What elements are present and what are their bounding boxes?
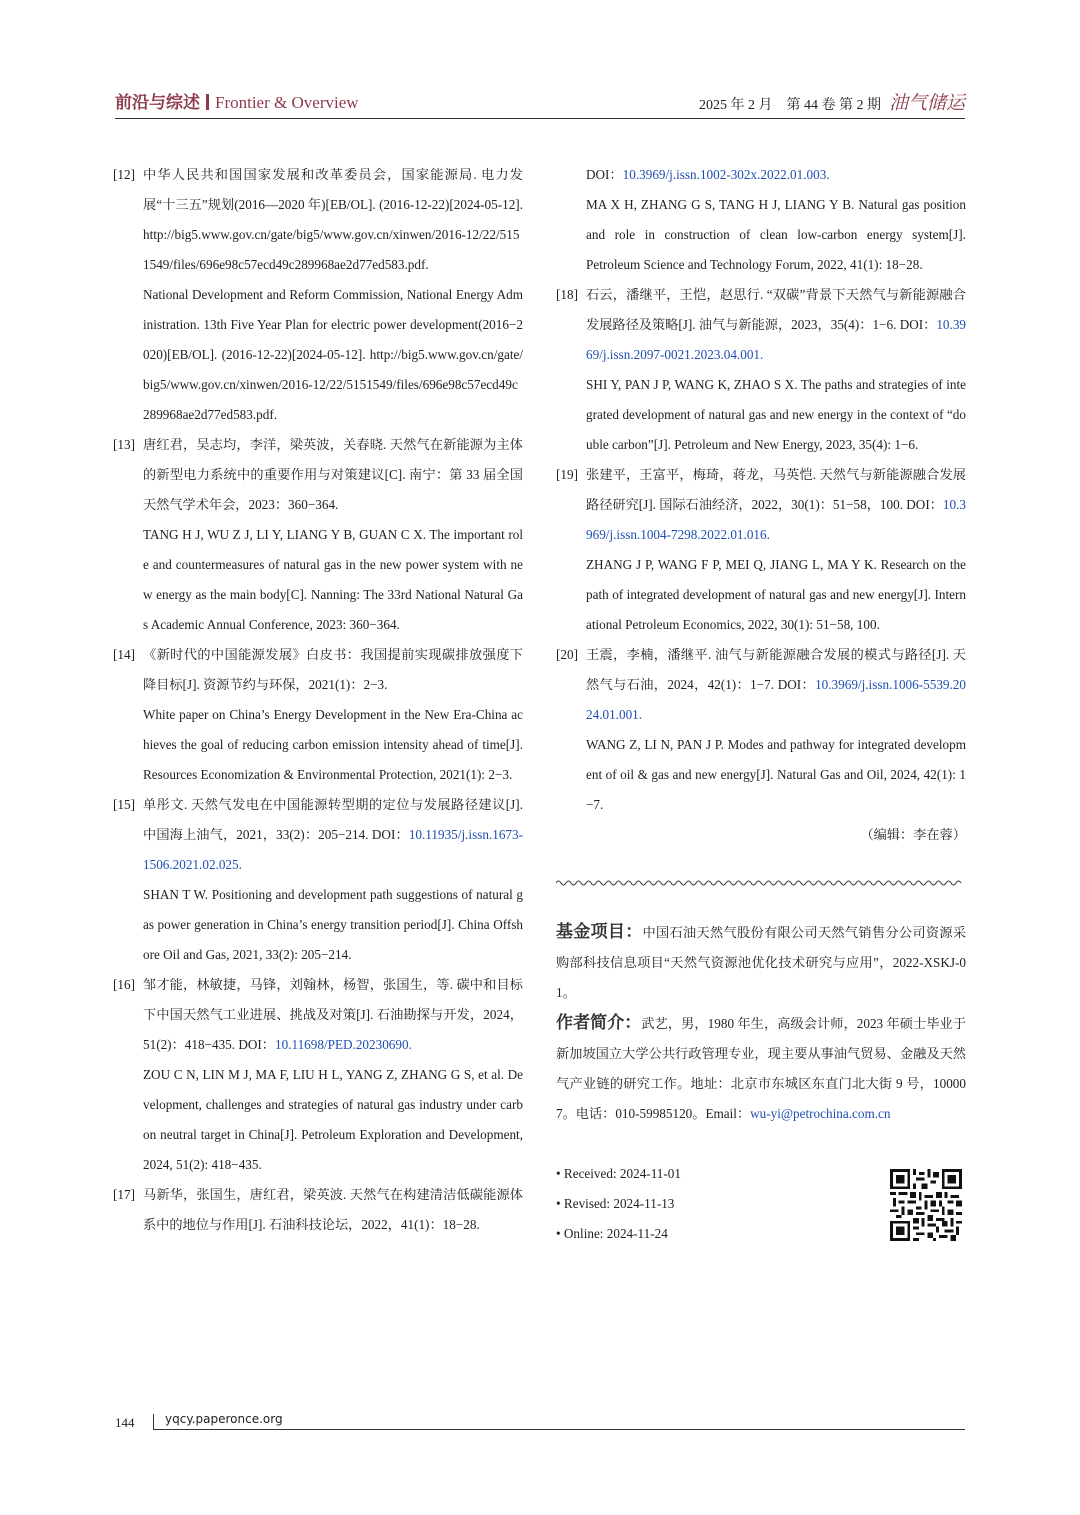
issue-info [699,88,965,115]
reference-18 [556,280,966,460]
reference-20 [556,640,966,820]
ref-cn: 唐红君，吴志均，李洋，梁英波，关春晓. 天然气在新能源为主体的新型电力系统中的重要作用与对策建议[C]. 南宁：第 33 届全国天然气学术年会，2023：360−364. [143,437,523,512]
footer-rule [153,1429,965,1430]
section-title-cn: 前沿与综述 [115,93,200,113]
ref-en: MA X H, ZHANG G S, TANG H J, LIANG Y B. Natural gas position and role in construction of clean low-carbon energy system[J]. Petroleum Science and Technology Forum, 2022, 41(1): 18−28. [586,197,966,272]
doi-link[interactable]: 10.11935/j.issn.1673-1506.2021.02.025. [143,827,523,872]
author-email-link[interactable]: wu-yi@petrochina.com.cn [750,1106,891,1121]
ref-en: WANG Z, LI N, PAN J P. Modes and pathway for integrated development of oil & gas and new energy[J]. Natural Gas and Oil, 2024, 42(1): 1−7. [586,737,966,812]
author-label: 作者简介： [556,1013,642,1033]
ref-number: [19] [556,467,578,482]
issue-text: 2025 年 2 月 第 44 卷 第 2 期 [698,98,881,113]
doi-link[interactable]: 10.3969/j.issn.2097-0021.2023.04.001. [586,317,966,362]
ref-en: ZOU C N, LIN M J, MA F, LIU H L, YANG Z, ZHANG G S, et al. Development, challenges and strategies of natural gas industry under carbon neutral target in China[J]. Petroleum Exploration and Development, 2024, 51(2): 418−435. [143,1067,523,1172]
doi-link[interactable]: 10.3969/j.issn.1006-5539.2024.01.001. [586,677,966,722]
reference-17-continued [556,160,966,280]
left-column [113,160,523,1240]
section-title-en: Frontier & Overview [215,93,359,112]
received-date: • Received: 2024-11-01 [556,1166,681,1181]
footer-url[interactable]: yqcy.paperonce.org [165,1412,283,1426]
ref-number: [14] [113,647,135,662]
doi-link[interactable]: 10.3969/j.issn.1002-302x.2022.01.003. [622,167,830,182]
qr-code-icon[interactable] [890,1169,962,1241]
ref-cn-continued [586,160,966,190]
funding-text: 中国石油天然气股份有限公司天然气销售分公司资源采购部科技信息项目“天然气资源池优化技术研究与应用”，2022-XSKJ-01。 [556,925,967,1000]
editor-note: （编辑：李在蓉） [860,827,966,842]
article-dates [556,1159,966,1249]
ref-number: [17] [113,1187,135,1202]
reference-17 [113,1180,523,1240]
ref-cn: 马新华，张国生，唐红君，梁英波. 天然气在构建清洁低碳能源体系中的地位与作用[J]. 石油科技论坛，2022，41(1)：18−28. [143,1187,523,1232]
footer-divider [153,1414,154,1429]
divider [206,94,209,110]
funding-info [556,917,966,1008]
revised-date: • Revised: 2024-11-13 [556,1196,675,1211]
ref-cn [586,640,966,730]
ref-cn-text: 王震，李楠，潘继平. 油气与新能源融合发展的模式与路径[J]. 天然气与石油，2024，42(1)：1−7. DOI： [586,647,966,692]
page-footer [115,1412,965,1436]
reference-16 [113,970,523,1180]
reference-19 [556,460,966,640]
online-date: • Online: 2024-11-24 [556,1226,668,1241]
ref-cn [586,460,966,550]
ref-cn-text: 石云，潘继平，王恺，赵思行. “双碳”背景下天然气与新能源融合发展路径及策略[J]. 油气与新能源，2023，35(4)：1−6. DOI： [586,287,966,332]
author-text: 武艺，男，1980 年生，高级会计师，2023 年硕士毕业于新加坡国立大学公共行政管理专业，现主要从事油气贸易、金融及天然气产业链的研究工作。地址：北京市东城区东直门北大街 9 号，100007。电话：010-59985120。Email： [556,1016,967,1121]
doi-link[interactable]: 10.3969/j.issn.1004-7298.2022.01.016. [586,497,966,542]
ref-cn [143,790,523,880]
ref-cn-text: 单彤文. 天然气发电在中国能源转型期的定位与发展路径建议[J]. 中国海上油气，2021，33(2)：205−214. DOI： [143,797,523,842]
doi-link[interactable]: 10.11698/PED.20230690. [274,1037,412,1052]
ref-en: TANG H J, WU Z J, LI Y, LIANG Y B, GUAN C X. The important role and countermeasures of natural gas in the new power system with new energy as the main body[C]. Nanning: The 33rd National Natural Gas Academic Annual Conference, 2023: 360−364. [143,527,523,632]
page-number: 144 [115,1415,135,1430]
ref-number: [13] [113,437,135,452]
ref-cn-text: 张建平，王富平，梅琦，蒋龙，马英恺. 天然气与新能源融合发展路径研究[J]. 国际石油经济，2022，30(1)：51−58，100. DOI： [586,467,966,512]
author-info [556,1008,966,1129]
ref-cn: 《新时代的中国能源发展》白皮书：我国提前实现碳排放强度下降目标[J]. 资源节约与环保，2021(1)：2−3. [143,647,523,692]
ref-en: National Development and Reform Commission, National Energy Administration. 13th Five Year Plan for electric power development(2016−2020)[EB/OL]. (2016-12-22)[2024-05-12]. http://big5.www.gov.cn/gate/big5/www.gov.cn/xinwen/2016-12/22/5151549/files/696e98c57ecd49c289968ae2d77ed583.pdf. [143,287,523,422]
ref-cn [586,280,966,370]
ref-number: [15] [113,797,135,812]
ref-en: White paper on China’s Energy Development in the New Era-China achieves the goal of reducing carbon emission intensity ahead of time[J]. Resources Economization & Environmental Protection, 2021(1): 2−3. [143,707,523,782]
funding-label: 基金项目： [556,922,643,942]
journal-logo: 油气储运 [888,93,965,114]
ref-number: [16] [113,977,135,992]
wavy-divider [556,876,966,890]
reference-15 [113,790,523,970]
right-column [556,160,966,1249]
ref-cn [143,970,523,1060]
reference-13 [113,430,523,640]
ref-cn-text: 邹才能，林敏捷，马锋，刘翰林，杨智，张国生，等. 碳中和目标下中国天然气工业进展、挑战及对策[J]. 石油勘探与开发，2024，51(2)：418−435. DOI： [143,977,523,1052]
page-header [115,88,965,119]
ref-number: [20] [556,647,578,662]
ref-en: SHAN T W. Positioning and development path suggestions of natural gas power generation in China’s energy transition period[J]. China Offshore Oil and Gas, 2021, 33(2): 205−214. [143,887,523,962]
ref-cn: 中华人民共和国国家发展和改革委员会，国家能源局. 电力发展“十三五”规划(2016—2020 年)[EB/OL]. (2016-12-22)[2024-05-12]. http://big5.www.gov.cn/gate/big5/www.gov.cn/xinwen/2016-12/22/5151549/files/696e98c57ecd49c289968ae2d77ed583.pdf. [143,167,523,272]
reference-12 [113,160,523,430]
doi-label: DOI： [586,167,623,182]
ref-number: [18] [556,287,578,302]
reference-14 [113,640,523,790]
ref-en: ZHANG J P, WANG F P, MEI Q, JIANG L, MA Y K. Research on the path of integrated development of natural gas and new energy[J]. International Petroleum Economics, 2022, 30(1): 51−58, 100. [586,557,966,632]
ref-number: [12] [113,167,135,182]
ref-en: SHI Y, PAN J P, WANG K, ZHAO S X. The paths and strategies of integrated development of natural gas and new energy in the context of “double carbon”[J]. Petroleum and New Energy, 2023, 35(4): 1−6. [586,377,966,452]
section-title [115,88,359,113]
